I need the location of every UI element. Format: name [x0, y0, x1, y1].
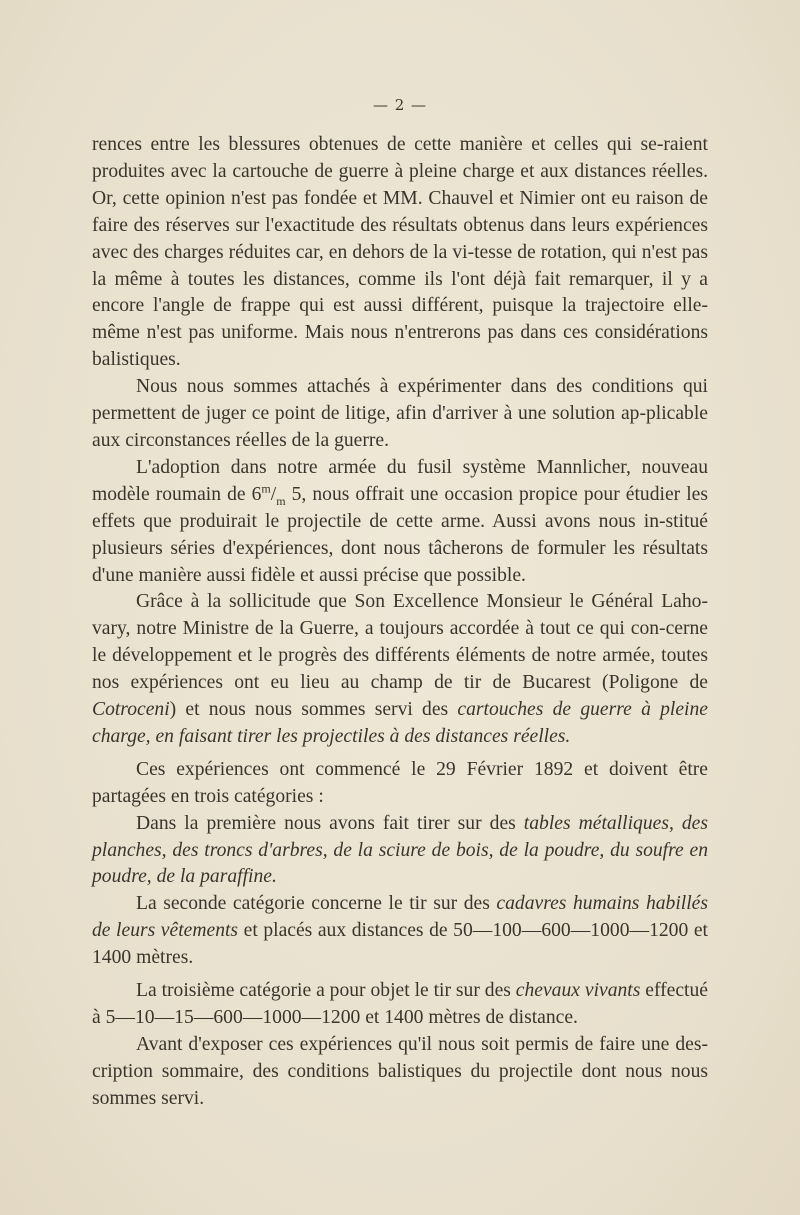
paragraph-4-part-a: Grâce à la sollicitude que Son Excellence Monsieur le Général Laho-vary, notre Ministre de la Guerre, a toujours accordée à tout ce qui con-cerne le développement et le progrès des différents éléments de notre armée, toutes nos expériences ont eu lieu au champ de tir de Bucarest (Poligone de	[92, 591, 708, 694]
page-number: — 2 —	[372, 96, 428, 114]
paragraph-5: Ces expériences ont commencé le 29 Février 1892 et doivent être partagées en trois catégories :	[92, 758, 708, 807]
paragraph-7-part-a: La seconde catégorie concerne le tir sur des	[136, 893, 497, 915]
paragraph-2: Nous nous sommes attachés à expérimenter dans des conditions qui permettent de juger ce point de litige, afin d'arriver à une solution ap-plicable aux circonstances réelles de la guerre.	[92, 376, 708, 451]
paragraph-4	[92, 589, 708, 750]
paragraph-6	[92, 811, 708, 892]
paragraph-4-part-b: ) et nous nous sommes servi des	[169, 699, 458, 721]
paragraph-3-part-b: 5, nous offrait une occasion propice pour étudier les effets que produirait le projectile de cette arme. Aussi avons nous in-stitué plusieurs séries d'expériences, dont nous tâcherons de formuler les résultats d'une manière aussi fidèle et aussi précise que possible.	[92, 483, 708, 586]
unit-slash: /	[270, 483, 277, 505]
paragraph-8-part-a: La troisième catégorie a pour objet le tir sur des	[136, 980, 516, 1002]
paragraph-1: rences entre les blessures obtenues de cette manière et celles qui se-raient produites avec la cartouche de guerre à pleine charge et aux distances réelles. Or, cette opinion n'est pas fondée et MM. Chauvel et Nimier ont eu raison de faire des réserves sur l'exactitude des résultats obtenus dans leurs expériences avec des charges réduites car, en dehors de la vi-tesse de rotation, qui n'est pas la même à toutes les distances, comme ils l'ont déjà fait remarquer, il y a encore l'angle de frappe qui est aussi différent, puisque la trajectoire elle-même n'est pas uniforme. Mais nous n'entrerons pas dans ces considérations balistiques.	[92, 134, 708, 371]
body-text	[92, 132, 708, 1113]
place-name-italic: Cotroceni	[92, 699, 170, 721]
unit-subscript: m	[276, 493, 286, 508]
paragraph-3-part-a: L'adoption dans notre armée du fusil système Mannlicher, nouveau modèle roumain de 6	[92, 456, 708, 505]
horses-italic: chevaux vivants	[515, 980, 641, 1002]
paragraph-3	[92, 455, 708, 590]
emphasis-italic: cartouches de guerre à pleine charge, en faisant tirer les projectiles à des distances réelles.	[92, 699, 708, 747]
paragraph-7-part-b: et placés aux distances de 50—100—600—1000—1200 et 1400 mètres.	[92, 920, 708, 969]
paragraph-8-part-b: effectué à 5—10—15—600—1000—1200 et 1400 mètres de distance.	[92, 980, 708, 1028]
paragraph-7	[92, 891, 708, 972]
targets-italic: tables métalliques, des planches, des troncs d'arbres, de la sciure de bois, de la poudre, du soufre en poudre, de la paraffine.	[92, 812, 709, 888]
unit-superscript: m	[261, 481, 271, 496]
cadavers-italic: cadavres humains habillés de leurs vêtements	[92, 893, 708, 942]
paragraph-8	[92, 978, 708, 1032]
paragraph-6-part-a: Dans la première nous avons fait tirer sur des	[136, 812, 524, 834]
paragraph-9: Avant d'exposer ces expériences qu'il nous soit permis de faire une des-cription sommaire, des conditions balistiques du projectile dont nous nous sommes servi.	[92, 1033, 708, 1109]
